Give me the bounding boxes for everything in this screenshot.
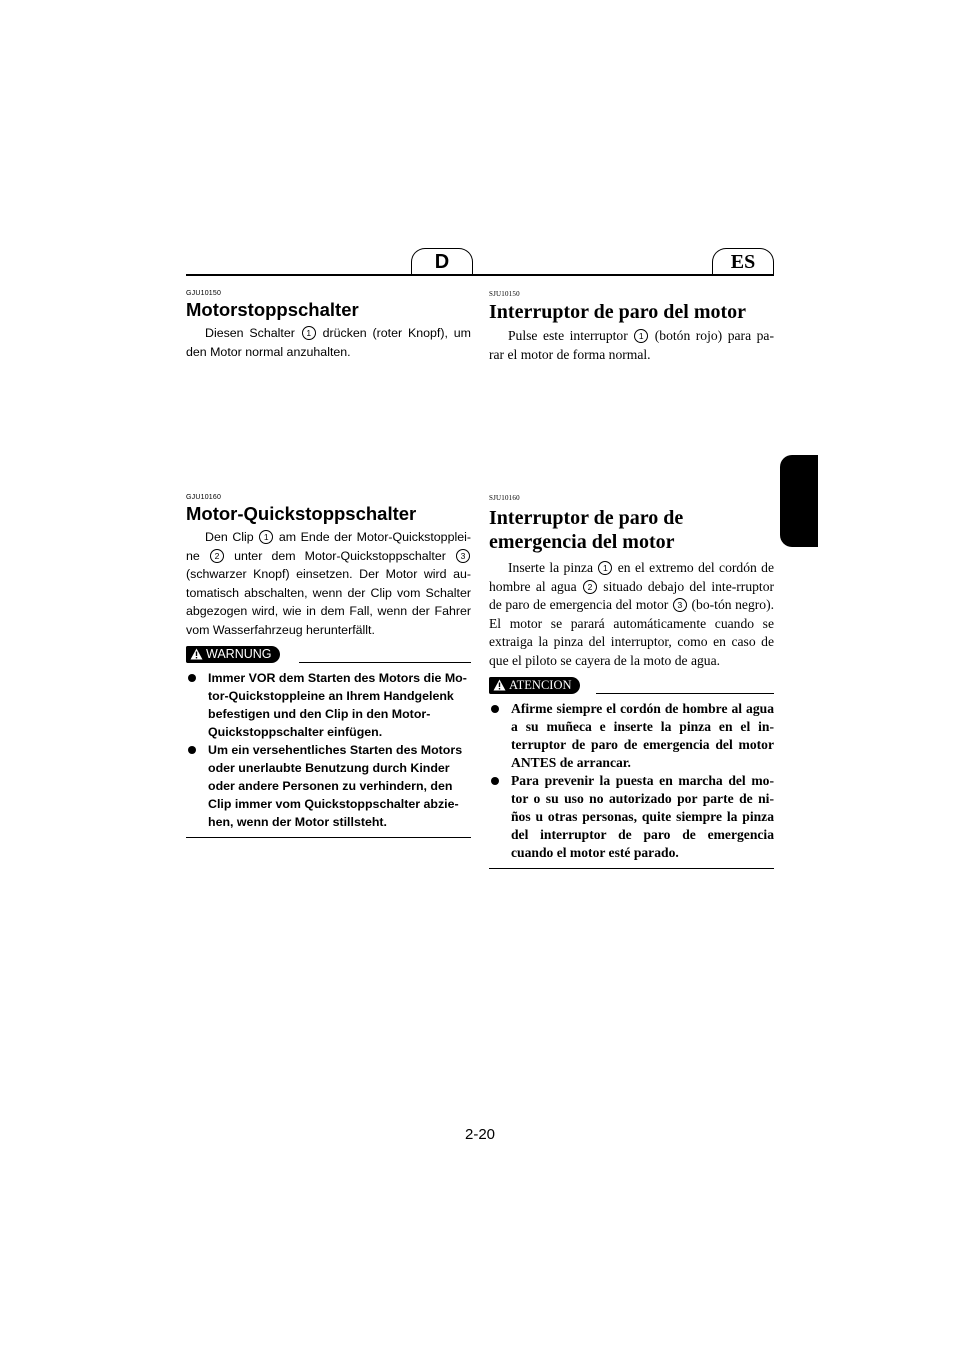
section-body: Den Clip 1 am Ende der Motor-Quickstopplei-ne 2 unter dem Motor-Quickstoppschalter 3 (schwarzer Knopf) einsetzen. Der Motor wird au-tomatisch abschalten, wenn der Clip vom Schalter abgezogen wird, wie in dem Fall, wenn der Fahrer vom Wasserfahrzeug herunterfällt. [186, 530, 471, 637]
warning-triangle-icon [190, 648, 203, 660]
warning-item: Para prevenir la puesta en marcha del mo-tor o su uso no autorizado por parte de ni-ños u otras personas, quite siempre la pinza del interruptor de paro de emergencia cuando el motor esté parado. [489, 772, 774, 862]
section-body: Inserte la pinza 1 en el extremo del cordón de hombre al agua 2 situado debajo del inte-rruptor de paro de emergencia del motor 3 (bo-tón negro). El motor se parará automáticamente cuando se extraiga la pinza del interruptor, como en caso de que el piloto se cayera de la moto de agua. [489, 560, 775, 668]
warning-label: ATENCION [509, 678, 572, 692]
bullet-icon [188, 674, 196, 682]
bullet-icon [491, 777, 499, 785]
section-title: Interruptor de paro de emergencia del motor [489, 507, 684, 553]
ref-1-icon: 1 [634, 329, 648, 343]
ref-1-icon: 1 [302, 326, 316, 340]
warning-end-rule [186, 837, 471, 838]
header-rule [186, 274, 774, 276]
page-number: 2-20 [464, 1126, 496, 1143]
section-code: SJU10160 [489, 494, 520, 502]
ref-3-icon: 3 [456, 549, 470, 563]
ref-2-icon: 2 [210, 549, 224, 563]
section-title: Interruptor de paro del motor [489, 301, 747, 323]
section-title: Motorstoppschalter [186, 299, 359, 320]
warning-list [489, 700, 774, 862]
section-title: Motor-Quickstoppschalter [186, 503, 417, 524]
warning-rule [596, 693, 774, 694]
section-body: Diesen Schalter 1 drücken (roter Knopf), um den Motor normal anzuhalten. [186, 326, 471, 359]
es-section-emergencia [489, 494, 774, 869]
section-code: GJU10150 [186, 290, 222, 297]
ref-3-icon: 3 [673, 598, 687, 612]
es-section-paro [489, 290, 774, 364]
warning-item: Um ein versehentliches Starten des Motors oder unerlaubte Benutzung durch Kinder oder andere Personen zu verhindern, den Clip immer vom Quickstoppschalter abzie-hen, wenn der Motor stillsteht. [186, 741, 471, 831]
lang-tab-de: D [411, 248, 473, 274]
section-code: GJU10160 [186, 494, 222, 501]
ref-1-icon: 1 [259, 530, 273, 544]
warning-list [186, 669, 471, 831]
warning-label: WARNUNG [206, 647, 272, 661]
warning-item: Afirme siempre el cordón de hombre al agua a su muñeca e inserte la pinza en el in-terruptor de paro de emergencia del motor ANTES de arrancar. [489, 700, 774, 772]
ref-1-icon: 1 [598, 561, 612, 575]
bullet-icon [188, 746, 196, 754]
warning-end-rule [489, 868, 774, 869]
warning-rule [299, 662, 471, 663]
ref-2-icon: 2 [583, 580, 597, 594]
warning-badge [186, 646, 280, 663]
bullet-icon [491, 705, 499, 713]
chapter-side-tab [780, 455, 818, 547]
warning-badge [489, 677, 580, 694]
lang-tab-es: ES [712, 248, 774, 274]
de-section-motorstopp [186, 290, 471, 361]
warning-header [489, 676, 774, 696]
de-section-quickstopp [186, 494, 471, 838]
warning-item: Immer VOR dem Starten des Motors die Mo-tor-Quickstoppleine an Ihrem Handgelenk befestigen und den Clip in den Motor-Quickstoppschalter einfügen. [186, 669, 471, 741]
warning-header [186, 645, 471, 665]
warning-triangle-icon [493, 679, 506, 691]
section-code: SJU10150 [489, 290, 520, 298]
section-body: Pulse este interruptor 1 (botón rojo) para pa-rar el motor de forma normal. [489, 328, 774, 362]
